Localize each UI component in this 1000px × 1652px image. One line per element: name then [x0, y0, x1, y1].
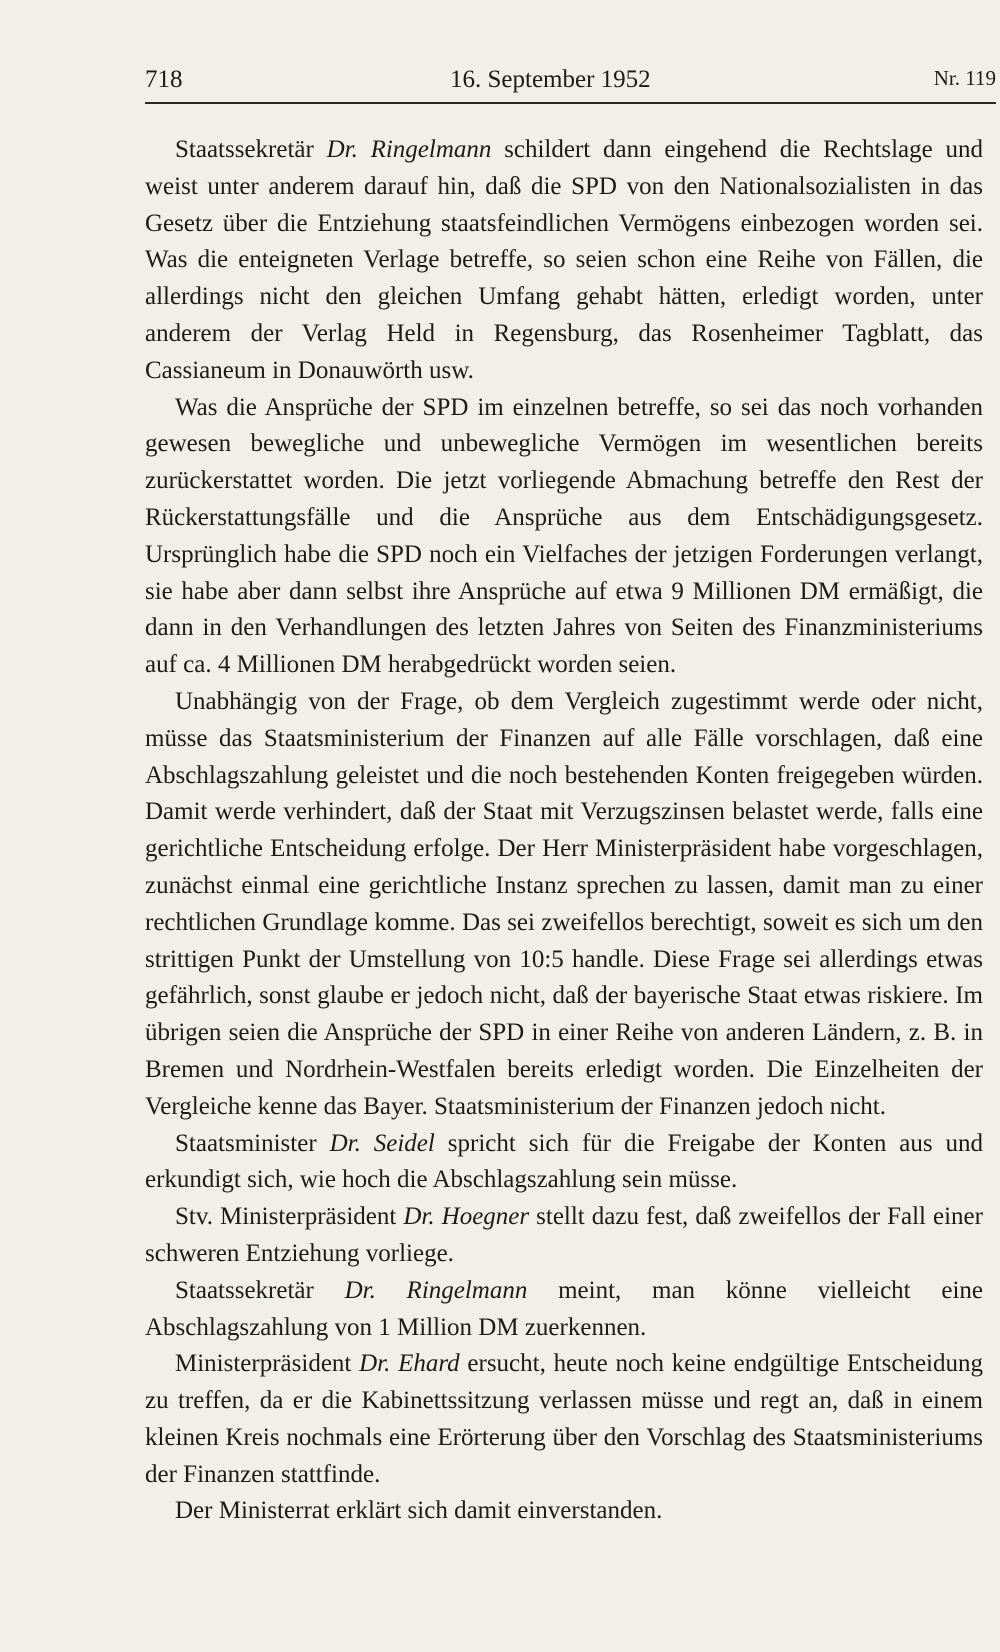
minutes-text [145, 132, 983, 1530]
paragraph: Unabhängig von der Frage, ob dem Vergleich zugestimmt werde oder nicht, müsse das Staatsministerium der Finanzen auf alle Fälle vorschlagen, daß eine Abschlagszahlung geleistet und die noch bestehenden Konten freigegeben würden. Damit werde verhindert, daß der Staat mit Verzugszinsen belastet werde, falls eine gerichtliche Entscheidung erfolge. Der Herr Ministerpräsident habe vorgeschlagen, zunächst einmal eine gerichtliche Instanz sprechen zu lassen, damit man zu einer rechtlichen Grundlage komme. Das sei zweifellos berechtigt, soweit es sich um den strittigen Punkt der Umstellung von 10:5 handle. Diese Frage sei allerdings etwas gefährlich, sonst glaube er jedoch nicht, daß der bayerische Staat etwas riskiere. Im übrigen seien die Ansprüche der SPD in einer Reihe von anderen Ländern, z. B. in Bremen und Nordrhein-Westfalen bereits erledigt worden. Die Einzelheiten der Vergleiche kenne das Bayer. Staatsministerium der Finanzen jedoch nicht. [145, 687, 983, 1120]
paragraph: Ministerpräsident Dr. Ehard ersucht, heute noch keine endgültige Entscheidung zu treffen, da er die Kabinettssitzung verlassen müsse und regt an, daß in einem kleinen Kreis nochmals eine Erörterung über den Vorschlag des Staatsministeriums der Finanzen stattfinde. [145, 1350, 983, 1488]
page-number: 718 [145, 66, 183, 93]
paragraph: Staatssekretär Dr. Ringelmann schildert dann eingehend die Rechtslage und weist unter anderem darauf hin, daß die SPD von den Nationalsozialisten in das Gesetz über die Entziehung staatsfeindlichen Vermögens einbezogen worden sei. Was die enteigneten Verlage betreffe, so seien schon eine Reihe von Fällen, die allerdings nicht den gleichen Umfang gehabt hätten, erledigt worden, unter anderem der Verlag Held in Regensburg, das Rosenheimer Tagblatt, das Cassianeum in Donauwörth usw. [145, 136, 983, 384]
paragraph: Was die Ansprüche der SPD im einzelnen betreffe, so sei das noch vorhanden gewesen bewegliche und unbewegliche Vermögen im wesentlichen bereits zurückerstattet worden. Die jetzt vorliegende Abmachung betreffe den Rest der Rückerstattungsfälle und die Ansprüche aus dem Entschädigungsgesetz. Ursprünglich habe die SPD noch ein Vielfaches der jetzigen Forderungen verlangt, sie habe aber dann selbst ihre Ansprüche auf etwa 9 Millionen DM ermäßigt, die dann in den Verhandlungen des letzten Jahres von Seiten des Finanzministeriums auf ca. 4 Millionen DM herabgedrückt worden seien. [145, 393, 983, 679]
paragraph: Der Ministerrat erklärt sich damit einverstanden. [175, 1497, 663, 1525]
protocol-number: Nr. 119 [933, 66, 996, 90]
speaker-name: Dr. Hoegner [403, 1203, 530, 1231]
paragraph: Stv. Ministerpräsident Dr. Hoegner stellt dazu fest, daß zweifellos der Fall einer schweren Entziehung vorliege. [145, 1203, 983, 1267]
paragraph: Staatssekretär Dr. Ringelmann meint, man könne vielleicht eine Abschlagszahlung von 1 Million DM zuerkennen. [145, 1276, 983, 1341]
page-date: 16. September 1952 [450, 66, 651, 93]
paragraph: Staatsminister Dr. Seidel spricht sich für die Freigabe der Konten aus und erkundigt sich, wie hoch die Abschlagszahlung sein müsse. [145, 1129, 983, 1194]
speaker-name: Dr. Ehard [359, 1350, 460, 1378]
speaker-name: Dr. Ringelmann [326, 136, 492, 163]
page-header [145, 62, 996, 104]
speaker-name: Dr. Seidel [329, 1129, 435, 1157]
speaker-name: Dr. Ringelmann [344, 1276, 528, 1304]
